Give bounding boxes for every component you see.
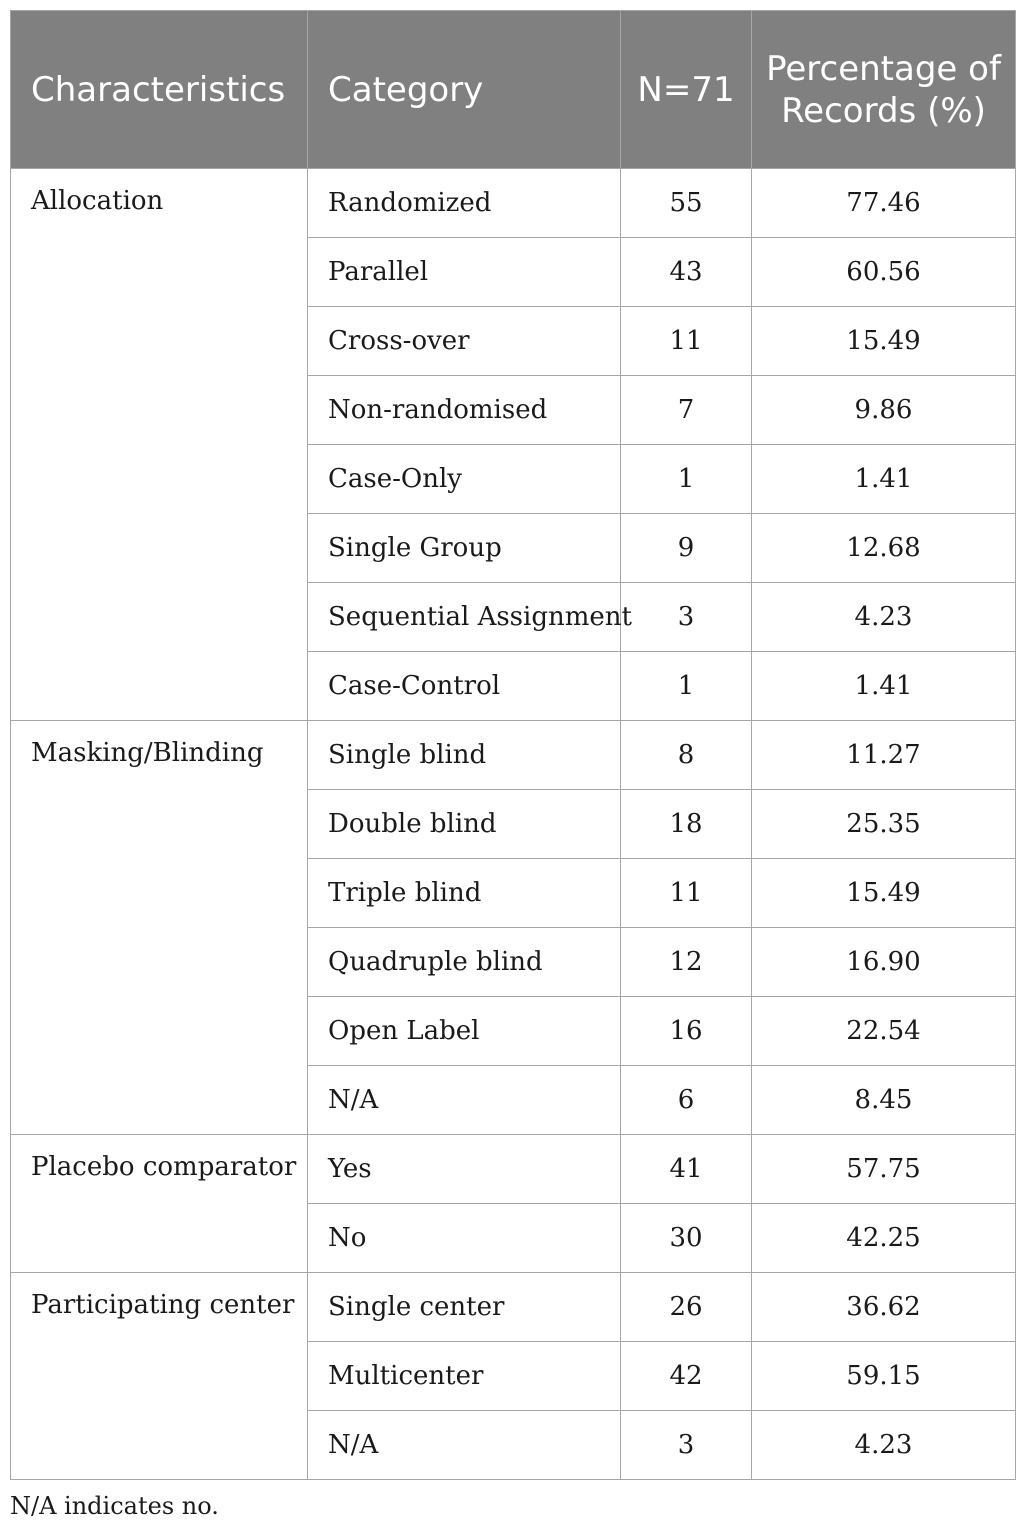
count-cell: 3 [621, 1411, 752, 1480]
count-cell: 26 [621, 1273, 752, 1342]
category-cell: No [308, 1204, 621, 1273]
count-cell: 12 [621, 928, 752, 997]
percentage-cell: 77.46 [752, 169, 1016, 238]
percentage-cell: 42.25 [752, 1204, 1016, 1273]
percentage-cell: 36.62 [752, 1273, 1016, 1342]
category-cell: N/A [308, 1411, 621, 1480]
category-cell: Sequential Assignment [308, 583, 621, 652]
count-cell: 9 [621, 514, 752, 583]
percentage-cell: 1.41 [752, 652, 1016, 721]
header-percentage: Percentage of Records (%) [752, 11, 1016, 169]
count-cell: 41 [621, 1135, 752, 1204]
characteristic-cell: Participating center [11, 1273, 308, 1480]
category-cell: Triple blind [308, 859, 621, 928]
category-cell: Cross-over [308, 307, 621, 376]
count-cell: 6 [621, 1066, 752, 1135]
count-cell: 3 [621, 583, 752, 652]
count-cell: 7 [621, 376, 752, 445]
category-cell: Non-randomised [308, 376, 621, 445]
percentage-cell: 25.35 [752, 790, 1016, 859]
category-cell: Case-Only [308, 445, 621, 514]
count-cell: 8 [621, 721, 752, 790]
percentage-cell: 1.41 [752, 445, 1016, 514]
percentage-cell: 4.23 [752, 583, 1016, 652]
table-row [11, 1135, 1016, 1204]
category-cell: Multicenter [308, 1342, 621, 1411]
category-cell: Randomized [308, 169, 621, 238]
count-cell: 1 [621, 445, 752, 514]
table-body [11, 169, 1016, 1480]
percentage-cell: 60.56 [752, 238, 1016, 307]
table-row [11, 721, 1016, 790]
percentage-cell: 59.15 [752, 1342, 1016, 1411]
table-row [11, 1273, 1016, 1342]
count-cell: 18 [621, 790, 752, 859]
header-category: Category [308, 11, 621, 169]
percentage-cell: 8.45 [752, 1066, 1016, 1135]
count-cell: 42 [621, 1342, 752, 1411]
header-row [11, 11, 1016, 169]
count-cell: 1 [621, 652, 752, 721]
count-cell: 11 [621, 859, 752, 928]
category-cell: Parallel [308, 238, 621, 307]
percentage-cell: 11.27 [752, 721, 1016, 790]
percentage-cell: 57.75 [752, 1135, 1016, 1204]
category-cell: Single center [308, 1273, 621, 1342]
table-footnote: N/A indicates no. [10, 1492, 219, 1520]
table-row [11, 169, 1016, 238]
percentage-cell: 22.54 [752, 997, 1016, 1066]
count-cell: 43 [621, 238, 752, 307]
category-cell: N/A [308, 1066, 621, 1135]
count-cell: 11 [621, 307, 752, 376]
count-cell: 55 [621, 169, 752, 238]
percentage-cell: 16.90 [752, 928, 1016, 997]
header-n: N=71 [621, 11, 752, 169]
category-cell: Yes [308, 1135, 621, 1204]
category-cell: Quadruple blind [308, 928, 621, 997]
category-cell: Case-Control [308, 652, 621, 721]
category-cell: Open Label [308, 997, 621, 1066]
percentage-cell: 12.68 [752, 514, 1016, 583]
category-cell: Double blind [308, 790, 621, 859]
category-cell: Single Group [308, 514, 621, 583]
count-cell: 30 [621, 1204, 752, 1273]
percentage-cell: 15.49 [752, 307, 1016, 376]
header-characteristics: Characteristics [11, 11, 308, 169]
trial-characteristics-table [10, 10, 1016, 1480]
percentage-cell: 4.23 [752, 1411, 1016, 1480]
percentage-cell: 9.86 [752, 376, 1016, 445]
count-cell: 16 [621, 997, 752, 1066]
percentage-cell: 15.49 [752, 859, 1016, 928]
category-cell: Single blind [308, 721, 621, 790]
characteristic-cell: Masking/Blinding [11, 721, 308, 1135]
characteristic-cell: Allocation [11, 169, 308, 721]
characteristic-cell: Placebo comparator [11, 1135, 308, 1273]
